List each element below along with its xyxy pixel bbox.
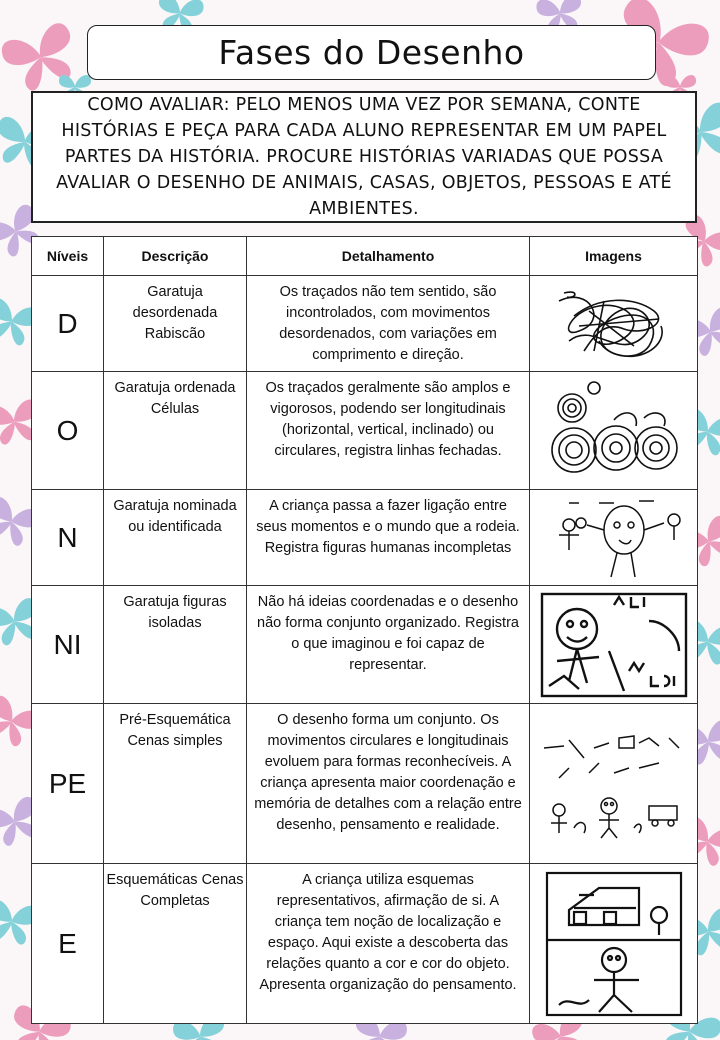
image-cell bbox=[530, 704, 698, 864]
level-cell: PE bbox=[32, 704, 104, 864]
image-cell bbox=[530, 490, 698, 586]
description-cell: Pré-Esquemática Cenas simples bbox=[104, 704, 247, 864]
table-row bbox=[32, 276, 698, 372]
detail-cell: Os traçados não tem sentido, são incontrolados, com movimentos desordenados, com variações em comprimento e direção. bbox=[247, 276, 530, 372]
simple-scene-drawing-icon bbox=[539, 728, 689, 840]
image-cell bbox=[530, 864, 698, 1024]
detail-cell: Os traçados geralmente são amplos e vigorosos, podendo ser longitudinais (horizontal, vertical, inclinado) ou circulares, registra linhas fechadas. bbox=[247, 372, 530, 490]
circles-drawing-icon bbox=[544, 378, 684, 484]
header-levels: Níveis bbox=[32, 237, 104, 276]
header-images: Imagens bbox=[530, 237, 698, 276]
table-row bbox=[32, 372, 698, 490]
detail-cell: A criança utiliza esquemas representativos, afirmação de si. A criança tem noção de localização e espaço. Aqui existe a descoberta das relações quanto a cor e cor do objeto. Apresenta organização do pensamento. bbox=[247, 864, 530, 1024]
scribble-drawing-icon bbox=[549, 281, 679, 367]
image-cell bbox=[530, 586, 698, 704]
level-cell: E bbox=[32, 864, 104, 1024]
isolated-figures-drawing-icon bbox=[539, 591, 689, 699]
complete-scene-drawing-icon bbox=[544, 870, 684, 1018]
level-cell: NI bbox=[32, 586, 104, 704]
description-cell: Garatuja desordenada Rabiscão bbox=[104, 276, 247, 372]
detail-cell: Não há ideias coordenadas e o desenho não forma conjunto organizado. Registra o que imaginou e foi capaz de representar. bbox=[247, 586, 530, 704]
description-cell: Garatuja nominada ou identificada bbox=[104, 490, 247, 586]
figures-drawing-icon bbox=[539, 495, 689, 581]
level-cell: D bbox=[32, 276, 104, 372]
instructions-text: COMO AVALIAR: PELO MENOS UMA VEZ POR SEMANA, CONTE HISTÓRIAS E PEÇA PARA CADA ALUNO REPRESENTAR EM UM PAPEL PARTES DA HISTÓRIA. PROCURE HISTÓRIAS VARIADAS QUE POSSA AVALIAR O DESENHO DE ANIMAIS, CASAS, OBJETOS, PESSOAS E ATÉ AMBIENTES. bbox=[56, 95, 672, 219]
table-header-row bbox=[32, 237, 698, 276]
table-row bbox=[32, 864, 698, 1024]
description-cell: Garatuja ordenada Células bbox=[104, 372, 247, 490]
instructions-box bbox=[31, 91, 697, 223]
description-cell: Esquemáticas Cenas Completas bbox=[104, 864, 247, 1024]
title-box bbox=[87, 25, 656, 80]
image-cell bbox=[530, 276, 698, 372]
drawing-phases-table bbox=[31, 236, 698, 1024]
level-cell: N bbox=[32, 490, 104, 586]
table-row bbox=[32, 704, 698, 864]
description-cell: Garatuja figuras isoladas bbox=[104, 586, 247, 704]
header-description: Descrição bbox=[104, 237, 247, 276]
level-cell: O bbox=[32, 372, 104, 490]
header-detail: Detalhamento bbox=[247, 237, 530, 276]
page-title: Fases do Desenho bbox=[218, 33, 525, 72]
image-cell bbox=[530, 372, 698, 490]
detail-cell: O desenho forma um conjunto. Os movimentos circulares e longitudinais evoluem para formas reconhecíveis. A criança apresenta maior coordenação e memória de detalhes com a relação entre desenho, pensamento e realidade. bbox=[247, 704, 530, 864]
table-row bbox=[32, 490, 698, 586]
detail-cell: A criança passa a fazer ligação entre seus momentos e o mundo que a rodeia. Registra figuras humanas incompletas bbox=[247, 490, 530, 586]
table-row bbox=[32, 586, 698, 704]
